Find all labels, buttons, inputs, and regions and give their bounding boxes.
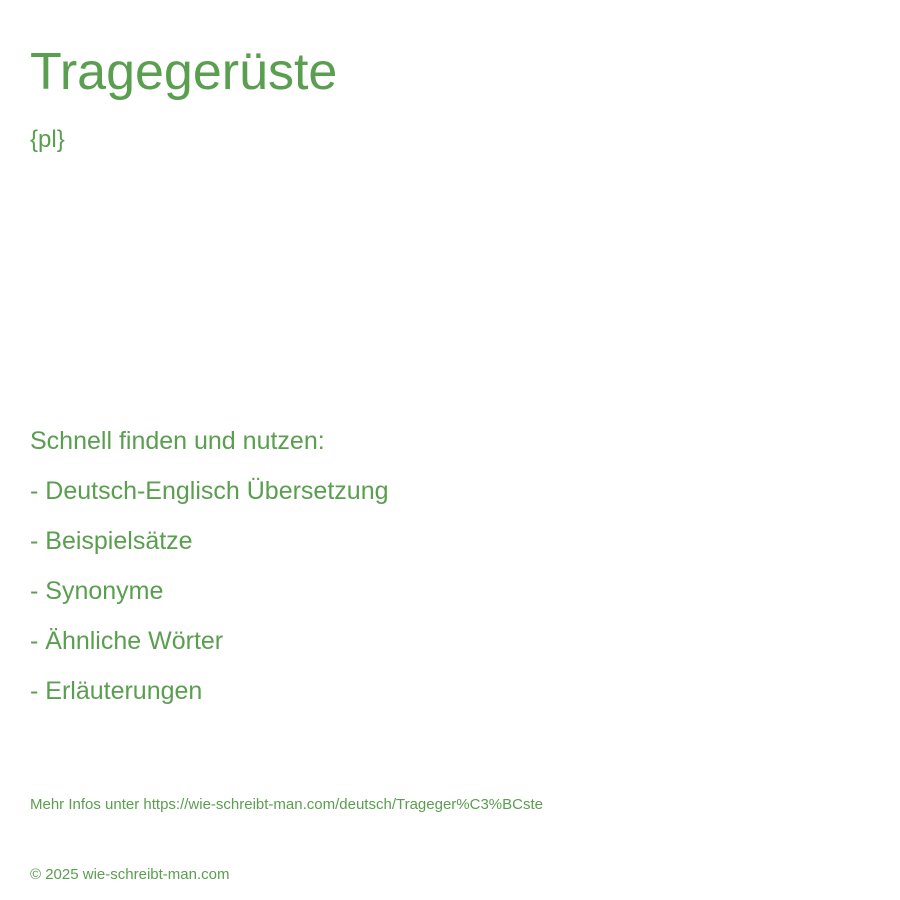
feature-list — [30, 424, 389, 724]
more-info-prefix: Mehr Infos unter — [30, 796, 144, 813]
feature-list-heading: Schnell finden und nutzen: — [30, 427, 325, 455]
more-info-link[interactable]: https://wie-schreibt-man.com/deutsch/Trageger%C3%BCste — [143, 796, 543, 813]
feature-item-synonyms: - Synonyme — [30, 577, 164, 605]
plural-tag: {pl} — [30, 126, 65, 153]
page-title: Tragegerüste — [30, 43, 338, 101]
copyright-notice: © 2025 wie-schreibt-man.com — [30, 866, 230, 883]
feature-item-explanations: - Erläuterungen — [30, 677, 203, 705]
feature-item-example-sentences: - Beispielsätze — [30, 527, 193, 555]
more-info-line — [30, 795, 543, 815]
feature-item-translation: - Deutsch-Englisch Übersetzung — [30, 477, 389, 505]
feature-item-similar-words: - Ähnliche Wörter — [30, 627, 224, 655]
